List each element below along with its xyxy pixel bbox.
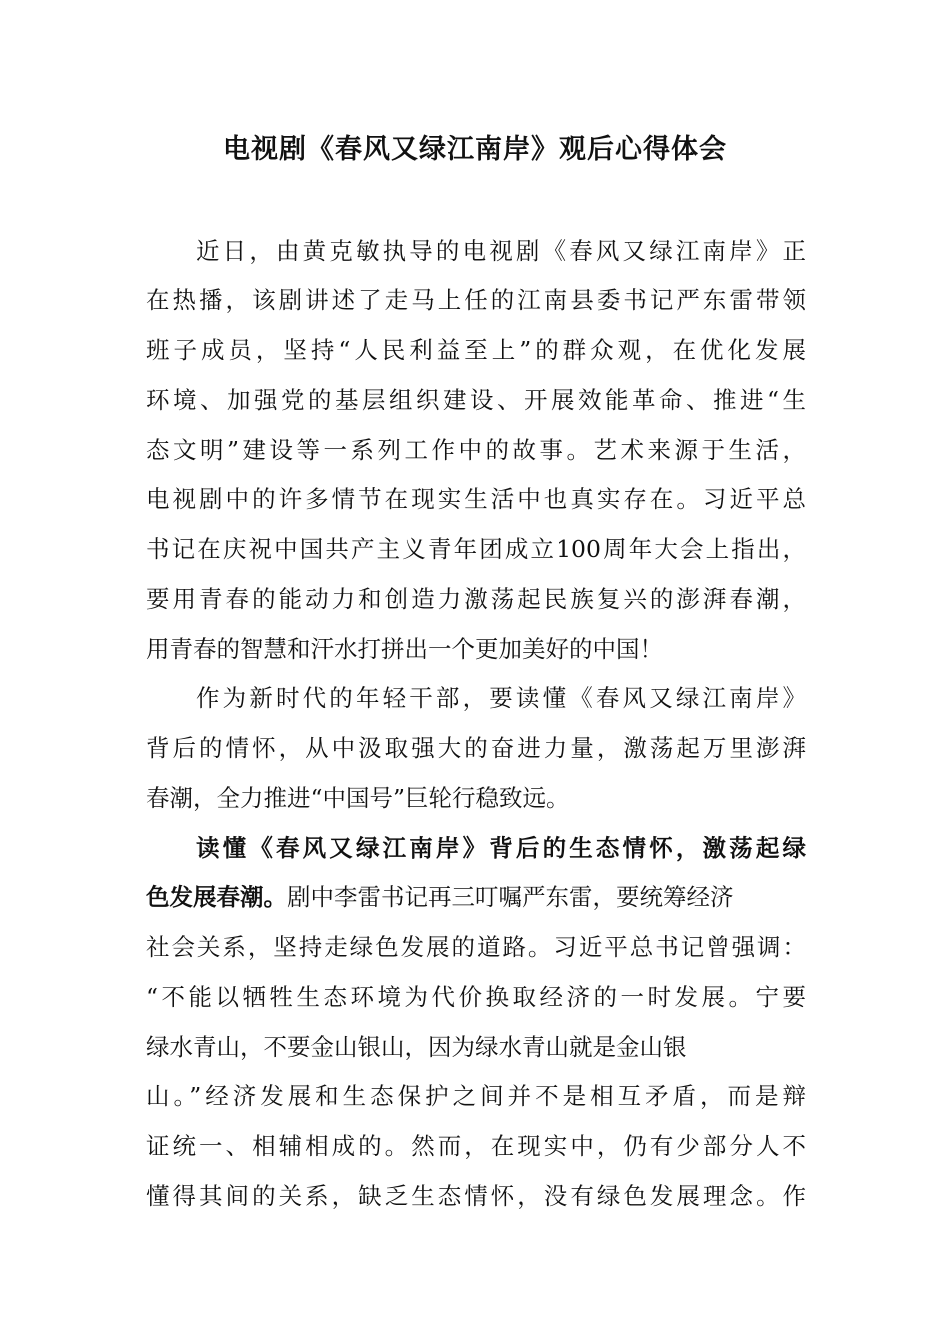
page-title: 电视剧《春风又绿江南岸》观后心得体会 (223, 134, 727, 165)
paragraph-3-line-6: 山。”经济发展和生态保护之间并不是相互矛盾，而是辩 (146, 1082, 806, 1110)
paragraph-3-heading-tail: 色发展春潮。 (146, 883, 287, 911)
paragraph-1-line-4: 环境、加强党的基层组织建设、开展效能革命、推进“生 (146, 386, 806, 414)
paragraph-1-line-7: 书记在庆祝中国共产主义青年团成立100周年大会上指出， (146, 535, 806, 563)
paragraph-1-line-1: 近日，由黄克敏执导的电视剧《春风又绿江南岸》正 (196, 237, 806, 265)
paragraph-2-line-3: 春潮，全力推进“中国号”巨轮行稳致远。 (146, 784, 570, 812)
paragraph-3-line-2 (146, 880, 806, 914)
paragraph-3-line-4: “不能以牺牲生态环境为代价换取经济的一时发展。宁要 (146, 983, 806, 1011)
paragraph-3-line-5: 绿水青山，不要金山银山，因为绿水青山就是金山银 (146, 1033, 687, 1061)
paragraph-3-body-start: 剧中李雷书记再三叮嘱严东雷，要统筹经济 (287, 883, 734, 911)
paragraph-3-line-3: 社会关系，坚持走绿色发展的道路。习近平总书记曾强调： (146, 933, 806, 961)
paragraph-3-line-7: 证统一、相辅相成的。然而，在现实中，仍有少部分人不 (146, 1132, 806, 1160)
paragraph-2-line-2: 背后的情怀，从中汲取强大的奋进力量，激荡起万里澎湃 (146, 734, 806, 762)
paragraph-1-line-3: 班子成员，坚持“人民利益至上”的群众观，在优化发展 (146, 336, 806, 364)
paragraph-2-line-1: 作为新时代的年轻干部，要读懂《春风又绿江南岸》 (196, 684, 806, 712)
paragraph-3-line-8: 懂得其间的关系，缺乏生态情怀，没有绿色发展理念。作 (146, 1182, 806, 1210)
paragraph-1-line-9: 用青春的智慧和汗水打拼出一个更加美好的中国！ (146, 635, 663, 663)
paragraph-1-line-2: 在热播，该剧讲述了走马上任的江南县委书记严东雷带领 (146, 286, 806, 314)
paragraph-1-line-6: 电视剧中的许多情节在现实生活中也真实存在。习近平总 (146, 485, 806, 513)
paragraph-3-line-1: 读懂《春风又绿江南岸》背后的生态情怀，激荡起绿 (196, 834, 806, 862)
paragraph-1-line-5: 态文明”建设等一系列工作中的故事。艺术来源于生活， (146, 436, 806, 464)
paragraph-1-line-8: 要用青春的能动力和创造力激荡起民族复兴的澎湃春潮， (146, 585, 806, 613)
